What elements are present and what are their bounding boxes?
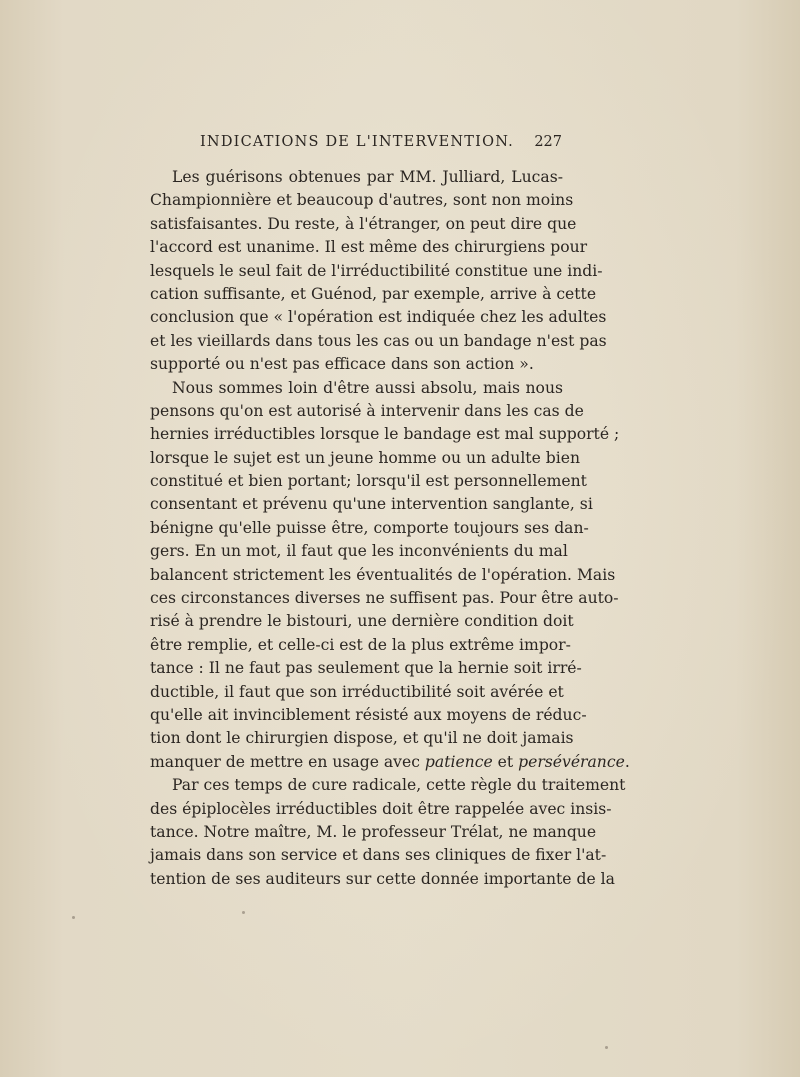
- text-line: tance. Notre maître, M. le professeur Trélat, ne manque: [150, 822, 597, 841]
- text-segment: et: [492, 752, 519, 771]
- text-line: Championnière et beaucoup d'autres, sont non moins: [150, 191, 574, 210]
- text-line: Nous sommes loin d'être aussi absolu, mais nous: [172, 378, 563, 397]
- running-title: INDICATIONS DE L'INTERVENTION.: [200, 134, 514, 150]
- text-line: tention de ses auditeurs sur cette donnée importante de la: [150, 869, 615, 888]
- text-line: tion dont le chirurgien dispose, et qu'il ne doit jamais: [150, 729, 574, 748]
- text-line: qu'elle ait invinciblement résisté aux moyens de réduc-: [150, 705, 587, 724]
- text-line: hernies irréductibles lorsque le bandage est mal supporté ;: [150, 425, 620, 444]
- text-line: lorsque le sujet est un jeune homme ou un adulte bien: [150, 448, 581, 467]
- paper-speck: [72, 916, 75, 919]
- text-line: bénigne qu'elle puisse être, comporte toujours ses dan-: [150, 518, 589, 537]
- page-number: 227: [534, 134, 562, 150]
- text-line: supporté ou n'est pas efficace dans son action ».: [150, 355, 534, 374]
- text-line: risé à prendre le bistouri, une dernière condition doit: [150, 612, 574, 631]
- text-line: ces circonstances diverses ne suffisent pas. Pour être auto-: [150, 589, 619, 608]
- italic-word: persévérance: [518, 752, 625, 771]
- text-line: jamais dans son service et dans ses cliniques de fixer l'at-: [150, 846, 607, 865]
- page-header: [200, 134, 562, 156]
- text-line: l'accord est unanime. Il est même des chirurgiens pour: [150, 238, 588, 257]
- text-line: constitué et bien portant; lorsqu'il est personnellement: [150, 472, 587, 491]
- body-text: [150, 166, 630, 891]
- italic-word: patience: [424, 752, 493, 771]
- text-line: et les vieillards dans tous les cas ou un bandage n'est pas: [150, 331, 607, 350]
- text-line: conclusion que « l'opération est indiquée chez les adultes: [150, 308, 607, 327]
- text-line: cation suffisante, et Guénod, par exemple, arrive à cette: [150, 284, 597, 303]
- text-line: satisfaisantes. Du reste, à l'étranger, on peut dire que: [150, 214, 577, 233]
- text-line: gers. En un mot, il faut que les inconvénients du mal: [150, 542, 568, 561]
- text-line: lesquels le seul fait de l'irréductibilité constitue une indi-: [150, 261, 603, 280]
- text-line: balancent strictement les éventualités de l'opération. Mais: [150, 565, 616, 584]
- text-line: ductible, il faut que son irréductibilité soit avérée et: [150, 682, 564, 701]
- text-line-with-italics: [150, 751, 630, 774]
- paper-speck: [242, 911, 245, 914]
- text-line: consentant et prévenu qu'une intervention sanglante, si: [150, 495, 593, 514]
- paper-speck: [605, 1046, 608, 1049]
- text-line: Les guérisons obtenues par MM. Julliard, Lucas-: [172, 168, 563, 186]
- text-segment: manquer de mettre en usage avec: [150, 752, 420, 771]
- text-line: Par ces temps de cure radicale, cette règle du traitement: [172, 776, 626, 795]
- text-line: tance : Il ne faut pas seulement que la hernie soit irré-: [150, 659, 582, 678]
- text-line: pensons qu'on est autorisé à intervenir dans les cas de: [150, 401, 584, 420]
- text-line: être remplie, et celle-ci est de la plus extrême impor-: [150, 635, 571, 654]
- text-line: des épiplocèles irréductibles doit être rappelée avec insis-: [150, 799, 612, 818]
- text-segment: .: [624, 752, 630, 771]
